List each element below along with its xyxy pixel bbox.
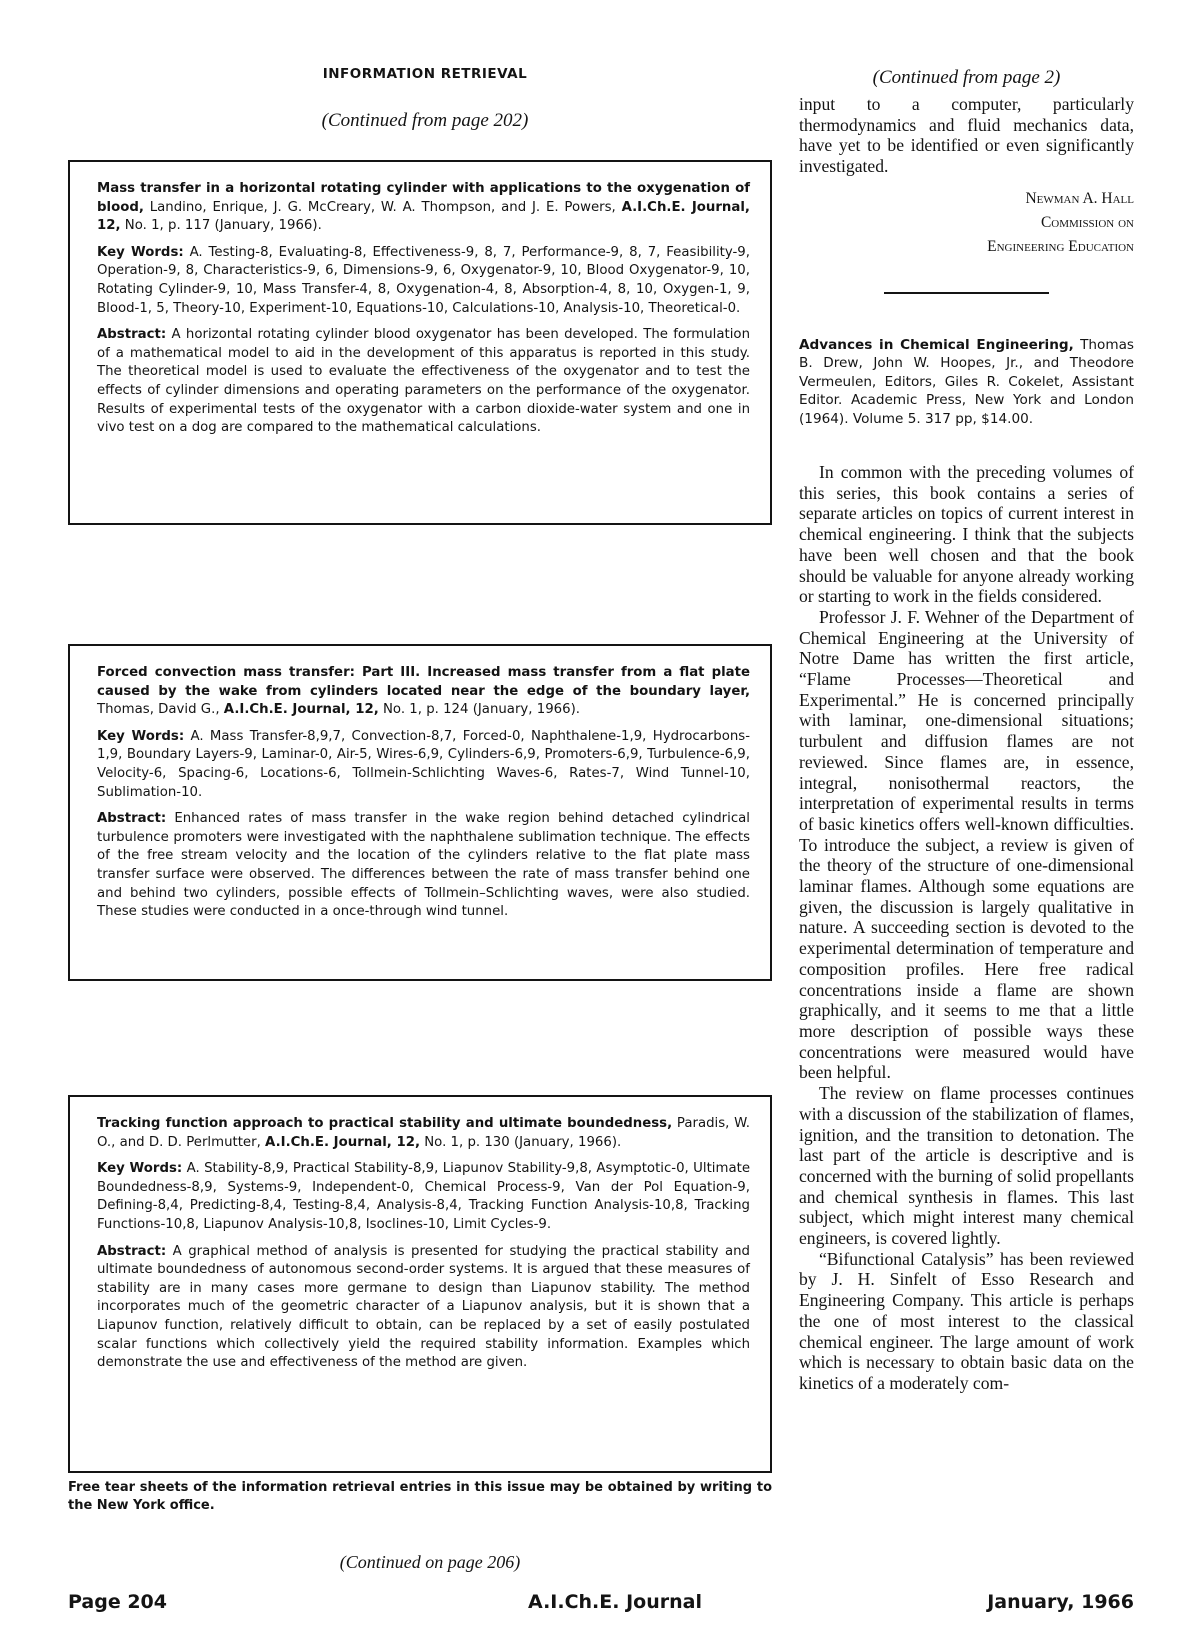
entry-keywords <box>97 1160 750 1234</box>
signature-name: Newman A. Hall <box>1025 190 1134 207</box>
book-title: Advances in Chemical Engineering, <box>799 337 1074 353</box>
retrieval-entry <box>68 1095 772 1473</box>
entry-keywords <box>97 728 750 802</box>
continued-from-note-right: (Continued from page 2) <box>872 67 1061 88</box>
section-divider <box>884 292 1049 294</box>
entry-abstract <box>97 1243 750 1373</box>
keywords-text: A. Stability-8,9, Practical Stability-8,9, Liapunov Stability-9,8, Asymptotic-0, Ultimate Boundedness-8,9, Systems-9, Independent-0, Chemical Process-9, Van der Pol Equation-9, Defining-8,4, Predicting-8,4, Testing-8,4, Analysis-8,4, Tracking Function Analysis-10,8, Tracking Functions-10,8, Liapunov Analysis-10,8, Isoclines-10, Limit Cycles-9. <box>97 1161 750 1232</box>
entry-journal: A.I.Ch.E. Journal, 12, <box>265 1134 420 1150</box>
retrieval-entry <box>68 644 772 981</box>
tear-sheet-note: Free tear sheets of the information retrieval entries in this issue may be obtained by writing to the New York office. <box>68 1480 772 1513</box>
issue-date: January, 1966 <box>987 1591 1134 1613</box>
entry-title: Tracking function approach to practical stability and ultimate boundedness, <box>97 1116 673 1131</box>
entry-issue: No. 1, p. 124 (January, 1966). <box>378 702 580 718</box>
entry-journal: A.I.Ch.E. Journal, 12, <box>223 702 379 718</box>
entry-abstract <box>97 326 750 438</box>
entry-title: Forced convection mass transfer: Part III. Increased mass transfer from a flat plate caused by the wake from cylinders located near the edge of the boundary layer, <box>97 665 750 699</box>
entry-authors: Paradis, W. O., and D. D. Perlmutter, <box>97 1116 750 1150</box>
entry-title: Mass transfer in a horizontal rotating cylinder with applications to the oxygenation of blood, <box>97 181 750 215</box>
page-number: Page 204 <box>68 1591 167 1613</box>
abstract-label: Abstract: <box>97 1243 167 1259</box>
signature-org-line-2: Engineering Education <box>987 238 1134 255</box>
entry-issue: No. 1, p. 117 (January, 1966). <box>120 218 322 234</box>
book-review <box>799 462 1134 1394</box>
abstract-label: Abstract: <box>97 811 167 827</box>
keywords-text: A. Testing-8, Evaluating-8, Effectiveness-9, 8, 7, Performance-9, 8, 7, Feasibility-9, Operation-9, 8, Characteristics-9, 6, Dimensions-9, 6, Oxygenator-9, 10, Blood Oxygenator-9, 10, Rotating Cylinder-9, 10, Mass Transfer-4, 8, Oxygenation-4, 8, Absorption-4, 8, 10, Oxygen-1, 9, Blood-1, 5, Theory-10, Experiment-10, Equations-10, Calculations-10, Analysis-10, Theoretical-0. <box>97 244 750 316</box>
entry-citation <box>97 664 750 720</box>
section-title: INFORMATION RETRIEVAL <box>322 66 528 82</box>
continued-on-note: (Continued on page 206) <box>339 1552 521 1572</box>
book-reference <box>799 336 1134 428</box>
editorial-closing <box>799 94 1134 177</box>
keywords-label: Key Words: <box>97 728 185 744</box>
book-details: Thomas B. Drew, John W. Hoopes, Jr., and Theodore Vermeulen, Editors, Giles R. Cokelet, Assistant Editor. Academic Press, New York and London (1964). Volume 5. 317 pp, $14.00. <box>799 337 1134 427</box>
entry-issue: No. 1, p. 130 (January, 1966). <box>420 1134 622 1150</box>
keywords-text: A. Mass Transfer-8,9,7, Convection-8,7, Forced-0, Naphthalene-1,9, Hydrocarbons-1,9, Boundary Layers-9, Laminar-0, Air-5, Wires-6,9, Cylinders-6,9, Promoters-6,9, Turbulence-6,9, Velocity-6, Spacing-6, Locations-6, Tollmein-Schlichting Waves-6, Rates-7, Wind Tunnel-10, Sublimation-10. <box>97 728 750 800</box>
journal-name: A.I.Ch.E. Journal <box>528 1591 702 1613</box>
entry-keywords <box>97 244 750 318</box>
review-paragraph: In common with the preceding volumes of this series, this book contains a series of separate articles on topics of current interest in chemical engineering. I think that the subjects have been well chosen and that the book should be valuable for anyone already working or starting to work in the fields considered. <box>799 462 1134 607</box>
abstract-text: A horizontal rotating cylinder blood oxygenator has been developed. The formulation of a mathematical model to aid in the development of this apparatus is reported in this study. The theoretical model is used to evaluate the effectiveness of the oxygenator and to test the effects of cylinder dimensions and operating parameters on the performance of the oxygenator. Results of experimental tests of the oxygenator with a carbon dioxide-water system and one in vivo test on a dog are compared to the mathematical calculations. <box>97 327 750 436</box>
abstract-text: Enhanced rates of mass transfer in the wake region behind detached cylindrical turbulence promoters were investigated with the naphthalene sublimation technique. The effects of the free stream velocity and the location of the cylinders relative to the flat plate mass transfer surface were observed. The differences between the rate of mass transfer behind one and behind two cylinders, possible effects of Tollmein–Schlichting waves, were also studied. These studies were conducted in a once-through wind tunnel. <box>97 811 750 920</box>
review-paragraph: Professor J. F. Wehner of the Department of Chemical Engineering at the University of Notre Dame has written the first article, “Flame Processes—Theoretical and Experimental.” He is concerned principally with laminar, one-dimensional situations; turbulent and diffusion flames are not reviewed. Since flames are, in essence, integral, nonisothermal reactors, the interpretation of experimental results in terms of basic kinetics offers well-known difficulties. To introduce the subject, a review is given of the theory of the structure of one-dimensional laminar flames. Although some equations are given, the discussion is largely qualitative in nature. A succeeding section is devoted to the experimental determination of temperature and composition profiles. Here free radical concentrations inside a flame are shown graphically, and it seems to me that a little more description of possible ways these concentrations were measured would have been helpful. <box>799 606 1134 1083</box>
entry-journal: A.I.Ch.E. Journal, 12, <box>97 199 750 234</box>
entry-authors: Landino, Enrique, J. G. McCreary, W. A. Thompson, and J. E. Powers, <box>143 199 622 215</box>
retrieval-entry <box>68 160 772 525</box>
entry-citation <box>97 1115 750 1152</box>
review-paragraph: The review on flame processes continues with a discussion of the stabilization of flames, ignition, and the transition to detonation. The last part of the article is descriptive and is concerned with the burning of solid propellants and chemical synthesis in flames. This last subject, which might interest many chemical engineers, is covered lightly. <box>799 1083 1134 1249</box>
continued-from-note: (Continued from page 202) <box>321 110 529 131</box>
review-paragraph: “Bifunctional Catalysis” has been reviewed by J. H. Sinfelt of Esso Research and Engineering Company. This article is perhaps the one of most interest to the classical chemical engineer. The large amount of work which is necessary to obtain basic data on the kinetics of a moderately com- <box>799 1248 1134 1393</box>
entry-authors: Thomas, David G., <box>97 702 224 718</box>
keywords-label: Key Words: <box>97 1161 183 1177</box>
abstract-text: A graphical method of analysis is presented for studying the practical stability and ultimate boundedness of autonomous second-order systems. It is argued that these measures of stability are in many cases more germane to design than Liapunov stability. The method incorporates much of the geometric character of a Liapunov analysis, but it is shown that a Liapunov function, relatively difficult to obtain, can be replaced by a set of easily postulated scalar functions which collectively yield the required stability information. Examples which demonstrate the use and effectiveness of the method are given. <box>97 1243 750 1371</box>
entry-citation <box>97 180 750 236</box>
abstract-label: Abstract: <box>97 327 167 343</box>
entry-abstract <box>97 810 750 922</box>
editorial-text: input to a computer, particularly thermodynamics and fluid mechanics data, have yet to be identified or even significantly investigated. <box>799 94 1134 177</box>
signature-org-line-1: Commission on <box>1040 214 1134 231</box>
keywords-label: Key Words: <box>97 244 184 260</box>
